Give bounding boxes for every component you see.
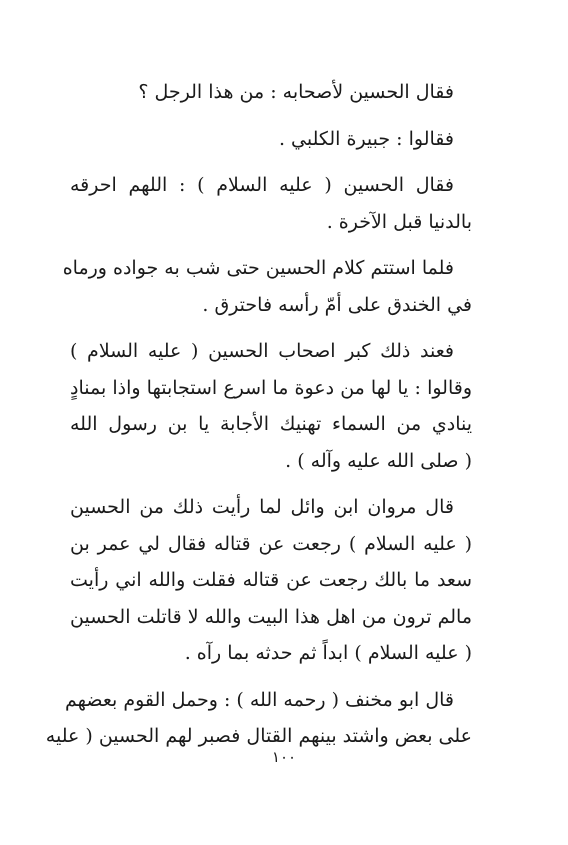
text-line: ( صلى الله عليه وآله ) . [285, 449, 472, 472]
text-line: فقالوا : جبيرة الكلبي . [278, 127, 454, 150]
text-line: بالدنيا قبل الآخرة . [326, 210, 472, 233]
text-line: قال مروان ابن وائل لما رأيت ذلك من الحسين [70, 496, 454, 518]
text-line: ( عليه السلام ) رجعت عن قتاله فقال لي عمر بن [70, 532, 472, 555]
text-line: سعد ما بالك رجعت عن قتاله فقلت والله اني رأيت [70, 569, 472, 591]
paragraph [70, 489, 472, 672]
text-line: ينادي من السماء تهنيك الأجابة يا بن رسول الله [70, 413, 472, 435]
text-line: وقالوا : يا لها من دعوة ما اسرع استجابتها واذا بمنادٍ [70, 376, 472, 399]
text-line: ( عليه السلام ) ابداً ثم حدثه بما رآه . [184, 642, 472, 664]
page-number: ١٠٠ [271, 748, 297, 766]
paragraph [62, 250, 472, 323]
paragraph [70, 167, 472, 240]
paragraph [45, 682, 472, 755]
paragraph [70, 74, 472, 111]
text-line: فقال الحسين لأصحابه : من هذا الرجل ؟ [138, 81, 454, 103]
text-line: مالم ترون من اهل هذا البيت والله لا قاتلت الحسين [70, 605, 472, 628]
text-line: قال ابو مخنف ( رحمه الله ) : وحمل القوم بعضهم [64, 688, 454, 711]
paragraph [70, 333, 472, 479]
text-line: فقال الحسين ( عليه السلام ) : اللهم احرقه [70, 174, 454, 196]
text-line: فعند ذلك كبر اصحاب الحسين ( عليه السلام ) [70, 340, 454, 362]
text-line: في الخندق على أمّ رأسه فاحترق . [202, 293, 472, 316]
page-body [45, 74, 472, 765]
text-line: على بعض واشتد بينهم القتال فصبر لهم الحسين ( عليه [45, 725, 472, 747]
paragraph [70, 121, 472, 158]
text-line: فلما استتم كلام الحسين حتى شب به جواده ورماه [62, 257, 454, 279]
